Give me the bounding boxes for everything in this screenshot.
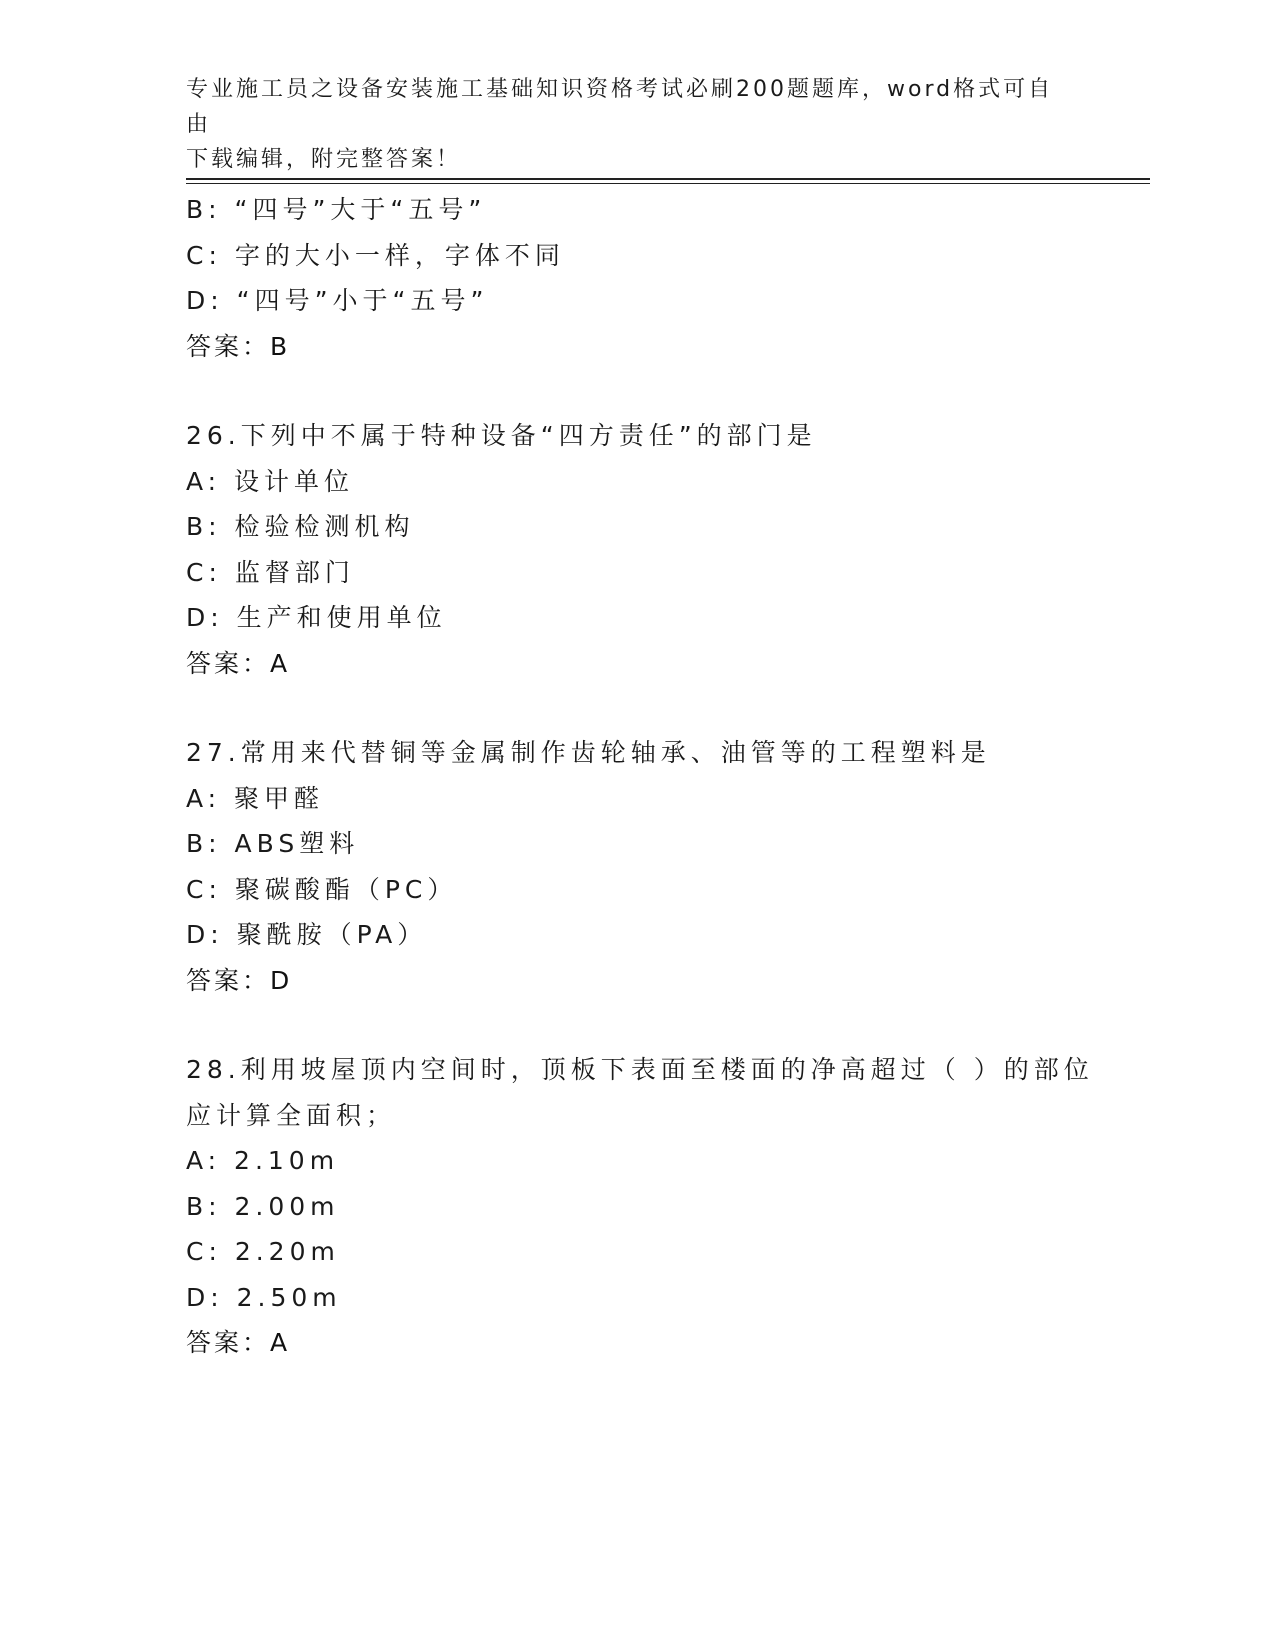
question-stem: 28.利用坡屋顶内空间时，顶板下表面至楼面的净高超过（ ）的部位 (186, 1055, 1094, 1084)
option-b: B: “四号”大于“五号” (186, 195, 487, 224)
option-c: C: 2.20m (186, 1237, 340, 1266)
question-25-continued (186, 187, 1126, 369)
answer-label: 答案：B (186, 331, 291, 361)
question-list (186, 187, 1126, 1366)
header-title-line2: 下载编辑，附完整答案！ (186, 147, 462, 172)
option-a: A: 2.10m (186, 1146, 340, 1175)
answer-label: 答案：A (186, 648, 291, 678)
question-28 (186, 1047, 1126, 1366)
option-a: A: 聚甲醛 (186, 783, 325, 813)
question-26 (186, 413, 1126, 686)
option-d: D: “四号”小于“五号” (186, 286, 489, 315)
header-title-line1: 专业施工员之设备安装施工基础知识资格考试必刷200题题库，word格式可自由 (186, 77, 1054, 137)
option-b: B: 2.00m (186, 1191, 340, 1221)
question-stem: 27.常用来代替铜等金属制作齿轮轴承、油管等的工程塑料是 (186, 738, 991, 767)
option-c: C: 聚碳酸酯（PC） (186, 874, 458, 904)
document-header (186, 72, 1066, 177)
option-c: C: 字的大小一样，字体不同 (186, 240, 565, 270)
header-rule-thick (186, 178, 1150, 180)
question-27 (186, 730, 1126, 1003)
header-rule-thin (186, 183, 1150, 184)
question-stem: 26.下列中不属于特种设备“四方责任”的部门是 (186, 421, 817, 450)
option-d: D: 生产和使用单位 (186, 603, 447, 632)
question-stem-continued: 应计算全面积； (186, 1100, 397, 1130)
spacer (186, 686, 1126, 730)
spacer (186, 1003, 1126, 1047)
answer-label: 答案：D (186, 965, 293, 995)
spacer (186, 369, 1126, 413)
answer-label: 答案：A (186, 1328, 291, 1357)
option-d: D: 2.50m (186, 1282, 342, 1312)
option-b: B: ABS塑料 (186, 829, 360, 858)
option-c: C: 监督部门 (186, 557, 355, 587)
option-b: B: 检验检测机构 (186, 512, 415, 541)
option-d: D: 聚酰胺（PA） (186, 920, 428, 949)
option-a: A: 设计单位 (186, 466, 355, 496)
